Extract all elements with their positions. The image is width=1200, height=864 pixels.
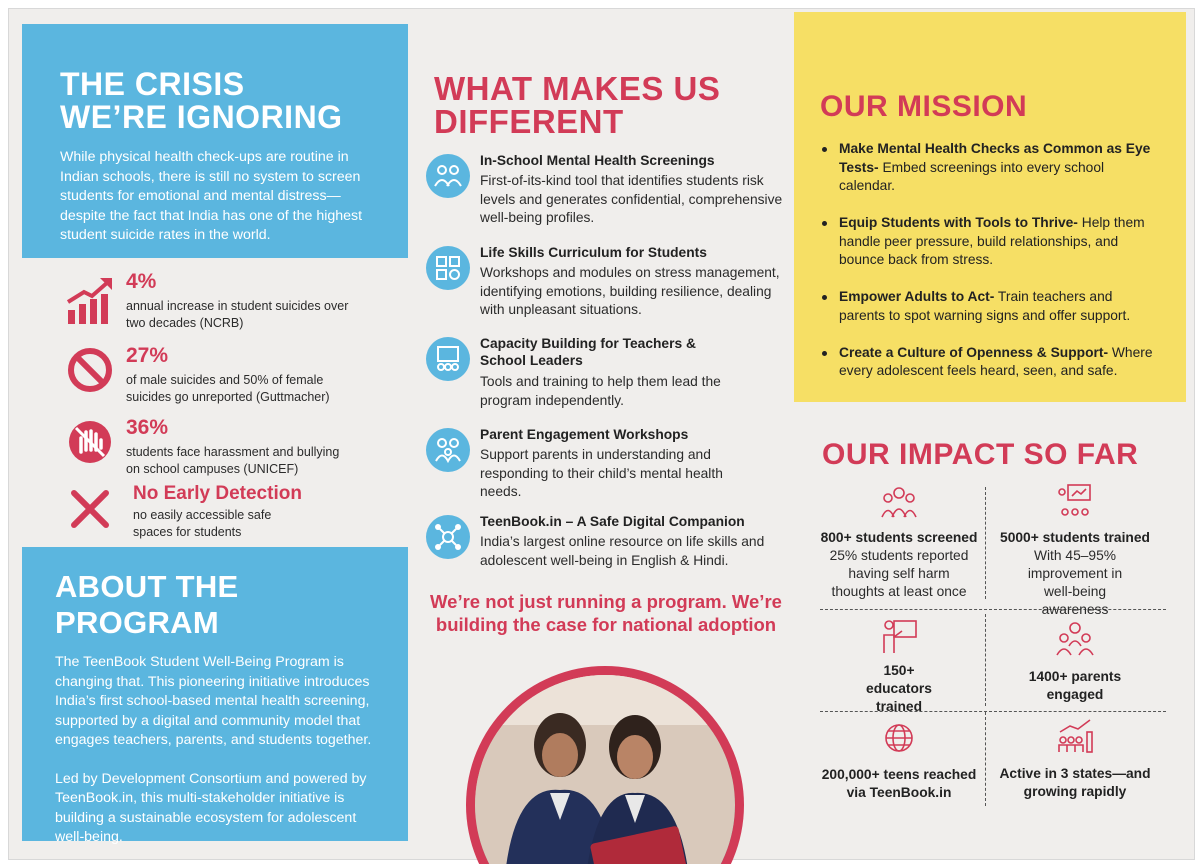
parents-icon: [426, 428, 470, 472]
feature-title: Life Skills Curriculum for Students: [480, 245, 707, 260]
impact-cell-title: 200,000+ teens reached via TeenBook.in: [821, 767, 977, 800]
different-title-line2: DIFFERENT: [434, 103, 624, 140]
classroom-icon: [1056, 483, 1094, 519]
feature-desc: Support parents in understanding and responding to their child’s mental health needs.: [480, 447, 723, 499]
impact-cell-desc: With 45–95% improvement in well-being awareness: [1027, 548, 1123, 617]
stat-value: 27%: [126, 344, 169, 367]
mission-item-bold: Create a Culture of Openness & Support-: [839, 344, 1109, 360]
feature-title: TeenBook.in – A Safe Digital Companion: [480, 514, 745, 529]
stat-value: 4%: [126, 270, 157, 293]
about-panel: [22, 547, 408, 845]
mission-title: OUR MISSION: [820, 90, 1028, 123]
impact-divider-vertical: [985, 487, 986, 599]
impact-divider-vertical: [985, 614, 986, 706]
stat-suicide-increase: [66, 270, 366, 334]
about-paragraph-2: Led by Development Consortium and powered by TeenBook.in, this multi-stakeholder initiative is building a sustainable ecosystem for adolescent well-being.: [55, 770, 367, 845]
feature-desc: Workshops and modules on stress management, identifying emotions, building resilience, dealing with unpleasant situations.: [480, 265, 780, 317]
impact-title: OUR IMPACT SO FAR: [822, 438, 1139, 471]
feature-capacity-building: [426, 335, 786, 415]
mission-item-text: Embed screenings into every school calendar.: [839, 159, 1105, 193]
crisis-panel: [22, 24, 408, 258]
stat-desc: annual increase in student suicides over two decades (NCRB): [126, 299, 349, 330]
crisis-title: [60, 68, 378, 134]
curriculum-icon: [426, 246, 470, 290]
impact-cell-desc: 25% students reported having self harm thoughts at least once: [829, 548, 969, 599]
cross-icon: [66, 485, 114, 533]
stat-unreported: [66, 344, 366, 408]
educator-icon: [880, 617, 918, 655]
crisis-body: While physical health check-ups are routine in Indian schools, there is still no system to screen students for emotional and mental distress—despite the fact that India has one of the highest student suicide rates in the world.: [60, 149, 363, 243]
impact-cell-screened: [814, 485, 984, 601]
mission-panel: [794, 12, 1186, 402]
impact-cell-reach: [814, 722, 984, 802]
feature-desc: Tools and training to help them lead the program independently.: [480, 374, 721, 408]
stat-harassment: [66, 416, 366, 480]
photo-frame: [466, 666, 744, 864]
different-title: [434, 72, 720, 138]
mission-item-bold: Empower Adults to Act-: [839, 289, 995, 304]
network-icon: [426, 515, 470, 559]
mission-item-bold: Equip Students with Tools to Thrive-: [839, 215, 1078, 230]
stat-no-detection: [66, 483, 366, 539]
stat-desc: no easily accessible safe spaces for students: [133, 508, 272, 539]
impact-cell-trained: [990, 483, 1160, 619]
feature-title: Parent Engagement Workshops: [480, 427, 689, 442]
growth-people-icon: [1056, 718, 1094, 754]
mission-item-text: Where every adolescent feels heard, seen, and safe.: [839, 344, 1153, 378]
impact-cell-title: Active in 3 states—and growing rapidly: [999, 766, 1151, 799]
stat-value: No Early Detection: [133, 483, 302, 504]
impact-cell-parents: [990, 622, 1160, 704]
impact-cell-states: [990, 718, 1160, 801]
about-paragraph-1: The TeenBook Student Well-Being Program is changing that. This pioneering initiative introduces India’s first school-based mental health screening, supported by a digital and community model that engages teachers, parents, and students together.: [55, 654, 372, 748]
crisis-title-line1: THE CRISIS: [60, 66, 245, 102]
crisis-title-line2: WE’RE IGNORING: [60, 99, 343, 135]
bar-growth-icon: [66, 272, 116, 326]
mission-item-text: Help them handle peer pressure, build relationships, and bounce back from stress.: [839, 215, 1145, 267]
mission-item: [820, 140, 1162, 196]
mission-item-text: Train teachers and parents to spot warning signs and offer support.: [839, 289, 1131, 323]
prohibited-icon: [66, 346, 114, 394]
feature-title: Capacity Building for Teachers & School Leaders: [480, 336, 696, 368]
parents-group-icon: [1055, 622, 1095, 656]
screening-people-icon: [426, 154, 470, 198]
stat-desc: students face harassment and bullying on school campuses (UNICEF): [126, 445, 340, 476]
feature-desc: First-of-its-kind tool that identifies students risk levels and generates confidential, comprehensive well-being profiles.: [480, 173, 783, 225]
mission-item: [820, 288, 1162, 325]
feature-life-skills: [426, 244, 786, 324]
stop-hand-icon: [66, 418, 114, 466]
feature-parent-workshops: [426, 426, 786, 506]
impact-cell-title: 1400+ parents engaged: [1028, 669, 1122, 702]
about-title: ABOUT THE PROGRAM: [55, 569, 239, 640]
feature-screenings: [426, 152, 786, 232]
impact-cell-educators: [814, 617, 984, 716]
globe-icon: [883, 722, 915, 754]
photo-image: [475, 675, 735, 864]
feature-desc: India’s largest online resource on life skills and adolescent well-being in English & Hindi.: [480, 534, 765, 568]
students-illustration: [475, 675, 735, 864]
mission-item: [820, 344, 1162, 381]
impact-cell-title: 800+ students screened: [820, 530, 978, 545]
impact-divider-vertical: [985, 712, 986, 806]
impact-cell-title: 5000+ students trained: [1000, 530, 1150, 545]
feature-title: In-School Mental Health Screenings: [480, 153, 715, 168]
mission-item-bold: Make Mental Health Checks as Common as Eye Tests-: [839, 141, 1151, 175]
stat-value: 36%: [126, 416, 169, 439]
tagline: We’re not just running a program. We’re building the case for national adoption: [430, 591, 782, 635]
students-photo: [466, 666, 744, 864]
feature-teenbook: [426, 513, 786, 583]
mission-item: [820, 214, 1162, 270]
stat-desc: of male suicides and 50% of female suicides go unreported (Guttmacher): [126, 373, 330, 404]
teacher-board-icon: [426, 337, 470, 381]
impact-cell-title: 150+ educators trained: [866, 663, 932, 714]
different-title-line1: WHAT MAKES US: [434, 70, 721, 107]
mission-list: [820, 140, 1162, 381]
screening-icon: [880, 485, 918, 521]
